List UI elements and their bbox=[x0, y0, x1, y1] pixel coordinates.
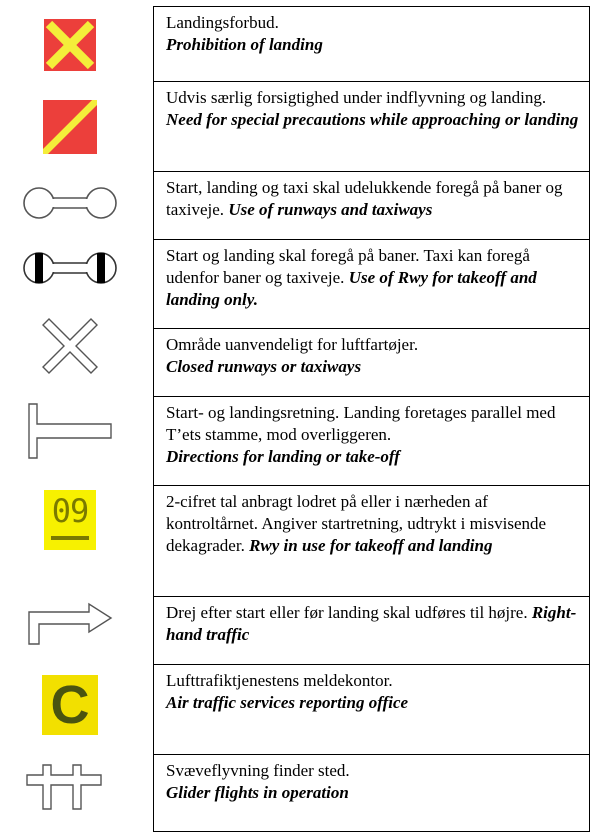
danish-text: Drej efter start eller før landing skal udføres til højre. bbox=[166, 603, 528, 622]
dumbbell-symbol bbox=[12, 174, 128, 232]
english-text: Use of runways and taxiways bbox=[228, 200, 433, 219]
danish-text: Start- og landingsretning. Landing foretages parallel med T’ets stamme, mod overliggeren. bbox=[166, 403, 556, 444]
letter-c-symbol bbox=[12, 668, 128, 742]
special-precautions-symbol bbox=[12, 88, 128, 166]
dumbbell-icon bbox=[21, 183, 119, 223]
landing-prohibited-icon bbox=[44, 19, 96, 71]
glider-double-cross-symbol bbox=[12, 752, 128, 822]
english-text: Prohibition of landing bbox=[166, 35, 323, 54]
table-row bbox=[154, 171, 589, 239]
english-text: Need for special precautions while approaching or landing bbox=[166, 110, 579, 129]
english-text: Glider flights in operation bbox=[166, 783, 349, 802]
danish-text: Lufttrafiktjenestens meldekontor. bbox=[166, 671, 393, 690]
english-text: Directions for landing or take-off bbox=[166, 447, 400, 466]
landing-prohibited-symbol bbox=[12, 10, 128, 80]
right-turn-arrow-symbol bbox=[12, 592, 128, 654]
english-text: Use of Rwy for takeoff and landing only. bbox=[166, 268, 537, 309]
table-row bbox=[154, 396, 589, 485]
danish-text: Udvis særlig forsigtighed under indflyvning og landing. bbox=[166, 88, 547, 107]
danish-text: Område uanvendeligt for luftfartøjer. bbox=[166, 335, 419, 354]
runway-number-text: 09 bbox=[51, 492, 89, 530]
english-text: Air traffic services reporting office bbox=[166, 693, 409, 712]
landing-t-icon bbox=[21, 400, 119, 462]
danish-text: Svæveflyvning finder sted. bbox=[166, 761, 350, 780]
table-row bbox=[154, 754, 589, 832]
table-row bbox=[154, 328, 589, 396]
english-text: Rwy in use for takeoff and landing bbox=[249, 536, 493, 555]
special-precautions-icon bbox=[43, 100, 97, 154]
table-row bbox=[154, 239, 589, 328]
runway-number-icon bbox=[44, 490, 96, 550]
danish-text: Start, landing og taxi skal udelukkende foregå på baner og taxiveje. bbox=[166, 178, 563, 219]
table-row bbox=[154, 81, 589, 171]
danish-text: 2-cifret tal anbragt lodret på eller i nærheden af kontroltårnet. Angiver startretning, udtrykt i misvisende dekagrader. bbox=[166, 492, 547, 555]
cross-symbol bbox=[12, 312, 128, 380]
dumbbell-barred-icon bbox=[21, 248, 119, 288]
landing-t-symbol bbox=[12, 386, 128, 476]
english-text: Right-hand traffic bbox=[166, 603, 577, 644]
glider-double-cross-icon bbox=[21, 759, 119, 815]
right-turn-arrow-icon bbox=[21, 600, 119, 646]
letter-c-icon bbox=[42, 675, 98, 735]
table-row bbox=[154, 485, 589, 596]
danish-text: Landingsforbud. bbox=[166, 13, 279, 32]
runway-number-symbol bbox=[12, 484, 128, 556]
dumbbell-barred-symbol bbox=[12, 238, 128, 298]
description-table bbox=[153, 6, 590, 832]
english-text: Closed runways or taxiways bbox=[166, 357, 362, 376]
cross-icon bbox=[39, 315, 101, 377]
table-row bbox=[154, 6, 589, 81]
table-row bbox=[154, 596, 589, 664]
table-row bbox=[154, 664, 589, 754]
letter-c-text: C bbox=[50, 675, 90, 735]
danish-text: Start og landing skal foregå på baner. Taxi kan foregå udenfor baner og taxiveje. bbox=[166, 246, 530, 287]
